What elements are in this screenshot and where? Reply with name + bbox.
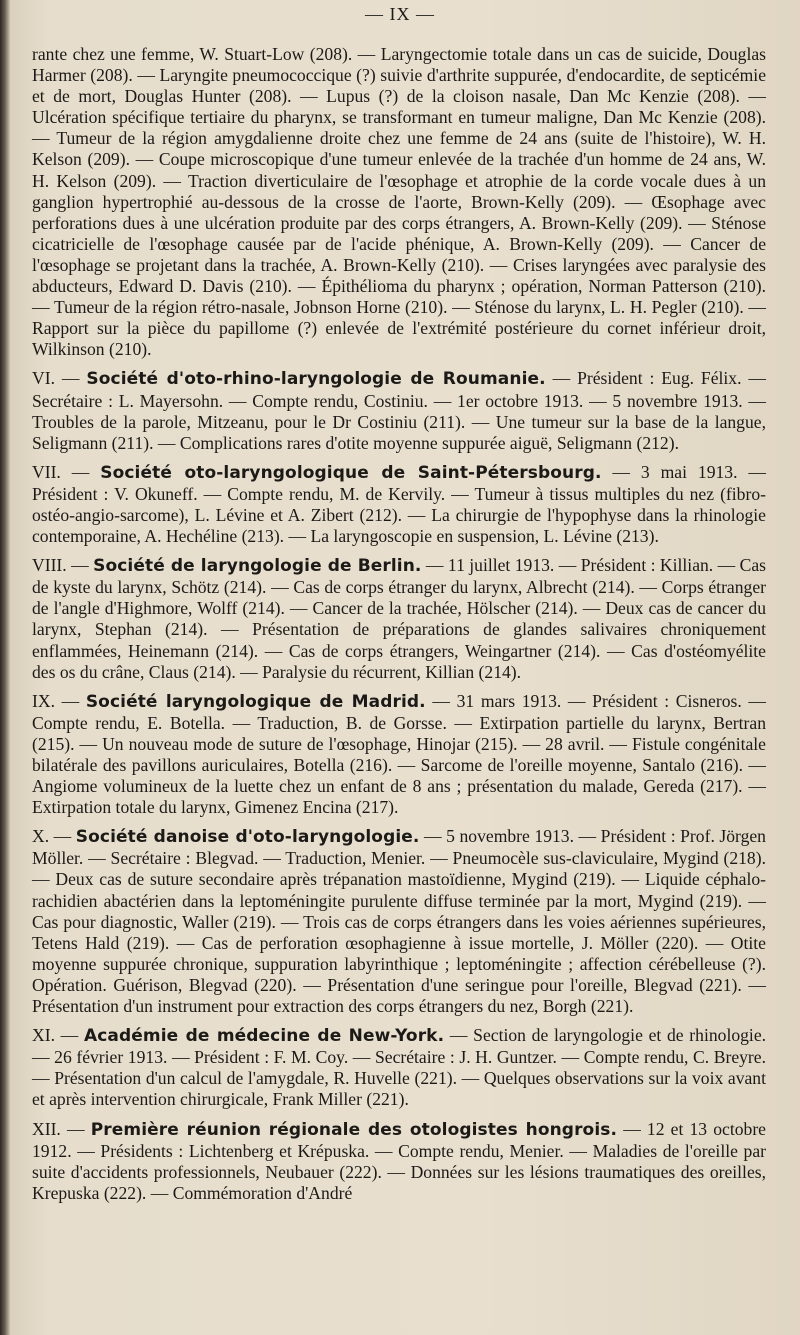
section-xi xyxy=(32,1025,766,1110)
society-name: Société danoise d'oto-laryngologie. xyxy=(75,827,420,848)
running-head: — IX — xyxy=(365,4,435,24)
section-x xyxy=(32,826,766,1017)
society-name: Société oto-laryngologique de Saint-Pétersbourg. xyxy=(100,462,602,483)
section-viii xyxy=(32,555,766,683)
section-number: VII. — xyxy=(32,461,101,482)
section-ix xyxy=(32,691,766,819)
page-binding-edge xyxy=(0,0,10,1335)
section-number: VI. — xyxy=(32,368,87,389)
society-name: Première réunion régionale des otologistes hongrois. xyxy=(90,1119,618,1140)
section-continued xyxy=(32,44,766,360)
section-number: VIII. — xyxy=(32,555,94,576)
section-text: — 3 mai 1913. — Président : V. Okuneff. — Compte rendu, M. de Kervily. — Tumeur à tissus multiples du nez (fibro-ostéo-angio-sarcome), L. Lévine et A. Zibert (212). — La chirurgie de l'hypophyse dans la rhinologie contemporaine, A. Hechéline (213). — La laryngoscopie en suspension, L. Lévine (213). xyxy=(32,461,766,547)
section-text: — 11 juillet 1913. — Président : Killian. — Cas de kyste du larynx, Schötz (214). — Cas de corps étranger du larynx, Albrecht (214). — Corps étranger de l'angle d'Highmore, Wolff (214). — Cancer de la trachée, Hölscher (214). — Deux cas de cancer du larynx, Stephan (214). — Présentation de préparations de glandes salivaires chroniquement enflammées, Heinemann (214). — Cas de corps étrangers, Weingartner (214). — Cas d'ostéomyélite des os du crâne, Claus (214). — Paralysie du récurrent, Killian (214). xyxy=(32,555,767,682)
section-vii xyxy=(32,462,766,547)
society-name: Société d'oto-rhino-laryngologie de Roumanie. xyxy=(86,369,546,390)
section-text: — Section de laryngologie et de rhinologie. — 26 février 1913. — Président : F. M. Coy. — Secrétaire : J. H. Guntzer. — Compte rendu, C. Breyre. — Présentation d'un calcul de l'amygdale, R. Huvelle (221). — Quelques observations sur la voix avant et après intervention chirurgicale, Frank Miller (221). xyxy=(32,1025,767,1110)
society-name: Société laryngologique de Madrid. xyxy=(85,691,426,712)
section-text: — Président : Eug. Félix. — Secrétaire : L. Mayersohn. — Compte rendu, Costiniu. — 1er octobre 1913. — 5 novembre 1913. — Troubles de la parole, Mitzeanu, pour le Dr Costiniu (211). — Une tumeur sur la base de la langue, Seligmann (211). — Complications rares d'otite moyenne suppurée aiguë, Seligmann (212). xyxy=(32,368,767,453)
section-text: — 5 novembre 1913. — Président : Prof. Jörgen Möller. — Secrétaire : Blegvad. — Traduction, Menier. — Pneumocèle sus-claviculaire, Mygind (218). — Deux cas de suture secondaire après trépanation mastoïdienne, Mygind (219). — Liquide céphalo-rachidien abactérien dans la leptoméningite purulente diffuse terminée par la mort, Mygind (219). — Cas pour diagnostic, Waller (219). — Trois cas de corps étrangers dans les voies aériennes supérieures, Tetens Hald (219). — Cas de perforation œsophagienne à issue mortelle, J. Möller (220). — Otite moyenne suppurée chronique, suppuration labyrinthique ; leptoméningite ; affection cérébelleuse (?). Opération. Guérison, Blegvad (220). — Présentation d'une seringue pour l'oreille, Blegvad (221). — Présentation d'un instrument pour extraction des corps étrangers du nez, Borgh (221). xyxy=(32,826,766,1017)
section-number: IX. — xyxy=(32,690,86,711)
section-xii xyxy=(32,1119,766,1204)
section-number: XII. — xyxy=(32,1118,91,1139)
table-of-contents-body xyxy=(32,44,766,1212)
section-text: rante chez une femme, W. Stuart-Low (208). — Laryngectomie totale dans un cas de suicide, Douglas Harmer (208). — Laryngite pneumococcique (?) suivie d'arthrite suppurée, d'endocardite, de septicémie et de mort, Douglas Hunter (208). — Lupus (?) de la cloison nasale, Dan Mc Kenzie (208). — Ulcération spécifique tertiaire du pharynx, se transformant en tumeur maligne, Dan Mc Kenzie (208). — Tumeur de la région amygdalienne droite chez une femme de 24 ans (suite de l'histoire), W. H. Kelson (209). — Coupe microscopique d'une tumeur enlevée de la trachée d'un homme de 24 ans, W. H. Kelson (209). — Traction diverticulaire de l'œsophage et atrophie de la corde vocale dues à un ganglion hypertrophié au-dessous de la crosse de l'aorte, Brown-Kelly (209). — Œsophage avec perforations dues à une ulcération produite par des corps étrangers, A. Brown-Kelly (209). — Sténose cicatricielle de l'œsophage causée par de l'acide phénique, A. Brown-Kelly (209). — Cancer de l'œsophage se projetant dans la trachée, A. Brown-Kelly (210). — Crises laryngées avec paralysie des abducteurs, Edward D. Davis (210). — Épithélioma du pharynx ; opération, Norman Patterson (210). — Tumeur de la région rétro-nasale, Jobnson Horne (210). — Sténose du larynx, L. H. Pegler (210). — Rapport sur la pièce du papillome (?) enlevée de l'extrémité postérieure du cornet inférieur droit, Wilkinson (210). xyxy=(32,44,766,360)
section-number: X. — xyxy=(32,826,76,847)
society-name: Académie de médecine de New-York. xyxy=(83,1026,445,1047)
section-number: XI. — xyxy=(32,1025,84,1046)
society-name: Société de laryngologie de Berlin. xyxy=(93,556,422,577)
section-vi xyxy=(32,368,766,453)
section-text: — 31 mars 1913. — Président : Cisneros. — Compte rendu, E. Botella. — Traduction, B. de Gorsse. — Extirpation partielle du larynx, Bertran (215). — Un nouveau mode de suture de l'œsophage, Hinojar (215). — 28 avril. — Fistule congénitale bilatérale des pavillons auriculaires, Botella (216). — Sarcome de l'oreille moyenne, Santalo (216). — Angiome volumineux de la luette chez un enfant de 8 ans ; présentation du malade, Gereda (217). — Extirpation totale du larynx, Gimenez Encina (217). xyxy=(32,690,766,818)
section-text: — 12 et 13 octobre 1912. — Présidents : Lichtenberg et Krépuska. — Compte rendu, Menier. — Maladies de l'oreille par suite d'accidents professionnels, Neubauer (222). — Données sur les lésions traumatiques des oreilles, Krepuska (222). — Commémoration d'André xyxy=(32,1118,766,1203)
